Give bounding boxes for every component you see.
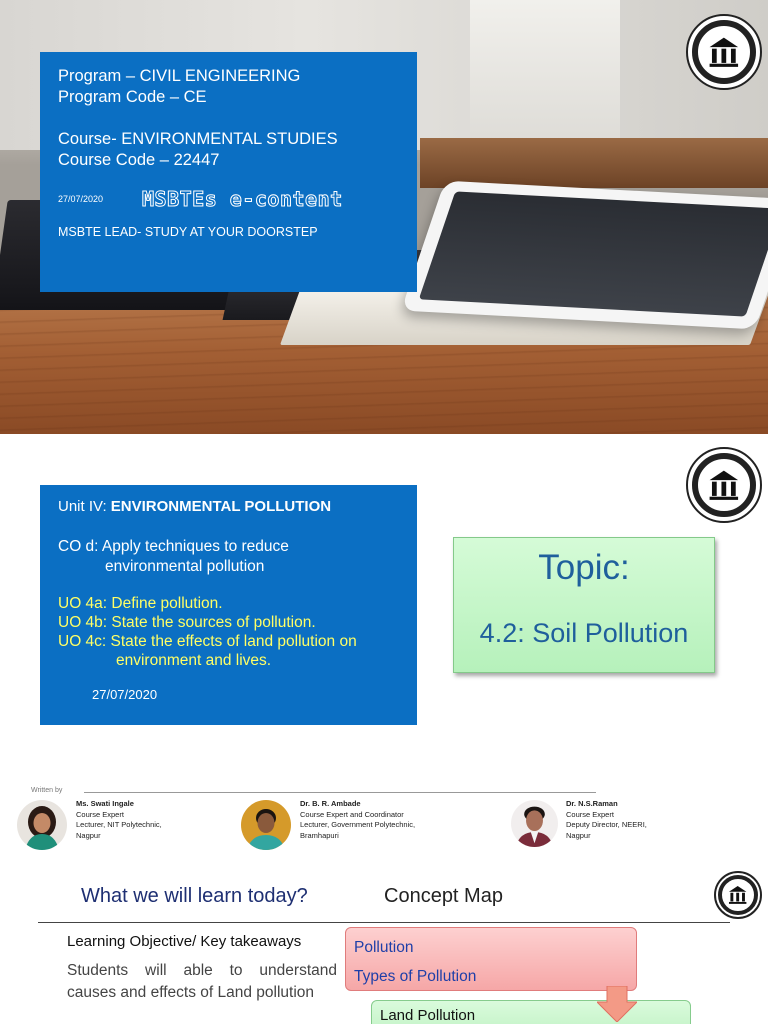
tablet-screen	[419, 191, 768, 316]
background-tablet	[401, 181, 768, 330]
building-glyph-icon-3	[728, 885, 747, 904]
arrow-down-icon	[597, 986, 637, 1022]
unit-title: ENVIRONMENTAL POLLUTION	[110, 498, 332, 515]
unit-prefix: Unit IV:	[58, 498, 111, 515]
author-role: Course Expert and Coordinator	[300, 809, 404, 819]
avatar	[241, 800, 291, 850]
unit-outcome-4c-line1: UO 4c: State the effects of land pollution on	[58, 633, 357, 650]
author-affiliation: Lecturer, Government Polytechnic,	[300, 820, 416, 829]
building-glyph-icon	[708, 36, 740, 68]
author-role: Course Expert	[76, 809, 124, 819]
title-slide	[0, 0, 768, 434]
concept-map-heading: Concept Map	[384, 885, 503, 907]
divider	[84, 792, 596, 793]
author-card	[511, 800, 647, 847]
avatar	[17, 800, 67, 850]
learning-objective-body: Students will able to understand causes and effects of Land pollution	[67, 962, 337, 1001]
author-name: Ms. Swati Ingale	[76, 799, 134, 808]
program-text: Program – CIVIL ENGINEERING	[58, 67, 301, 85]
heading-divider	[38, 922, 730, 923]
learning-slide	[0, 866, 768, 1024]
author-affiliation: Deputy Director, NEERI,	[566, 820, 647, 829]
msbte-logo-icon	[686, 14, 762, 90]
concept-map-box-land	[371, 1000, 691, 1024]
author-name: Dr. N.S.Raman	[566, 799, 618, 808]
author-city: Nagpur	[76, 830, 101, 840]
concept-map-box-pollution	[345, 927, 637, 991]
msbte-logo-icon-3	[714, 871, 762, 919]
lead-tagline: MSBTE LEAD- STUDY AT YOUR DOORSTEP	[58, 225, 318, 239]
author-affiliation: Lecturer, NIT Polytechnic,	[76, 820, 162, 829]
concept-map-item: Pollution	[354, 939, 414, 956]
program-code-text: Program Code – CE	[58, 88, 207, 106]
authors-strip	[0, 783, 768, 863]
concept-map-item: Land Pollution	[380, 1007, 476, 1024]
slide-date: 27/07/2020	[58, 194, 104, 204]
written-by-label: Written by	[31, 787, 63, 794]
course-code-text: Course Code – 22447	[58, 151, 220, 169]
topic-label: Topic:	[538, 548, 630, 587]
concept-map-item: Types of Pollution	[354, 968, 477, 985]
econtent-title: MSBTEs e-content	[142, 187, 343, 211]
course-info-box	[40, 52, 417, 292]
unit-outcome-4b: UO 4b: State the sources of pollution.	[58, 614, 316, 631]
avatar	[511, 800, 558, 847]
unit-outcome-4a: UO 4a: Define pollution.	[58, 595, 223, 612]
author-city: Bramhapuri	[300, 830, 339, 840]
author-name: Dr. B. R. Ambade	[300, 799, 361, 808]
background-shelf	[420, 138, 768, 188]
unit-info-box	[40, 485, 417, 725]
topic-title: 4.2: Soil Pollution	[479, 618, 689, 648]
unit-slide	[0, 434, 768, 764]
unit-date: 27/07/2020	[92, 687, 158, 702]
course-text: Course- ENVIRONMENTAL STUDIES	[58, 130, 338, 148]
topic-box	[453, 537, 715, 673]
learning-objective-title: Learning Objective/ Key takeaways	[67, 933, 302, 950]
course-outcome-line2: environmental pollution	[105, 558, 265, 575]
background-window	[470, 0, 620, 150]
author-city: Nagpur	[566, 830, 591, 840]
unit-outcome-4c-line2: environment and lives.	[116, 652, 272, 669]
learn-heading: What we will learn today?	[81, 885, 308, 907]
building-glyph-icon-2	[708, 469, 740, 501]
author-card	[17, 800, 162, 850]
course-outcome-line1: CO d: Apply techniques to reduce	[58, 538, 289, 555]
msbte-logo-icon-2	[686, 447, 762, 523]
author-card	[241, 800, 415, 850]
author-role: Course Expert	[566, 809, 614, 819]
